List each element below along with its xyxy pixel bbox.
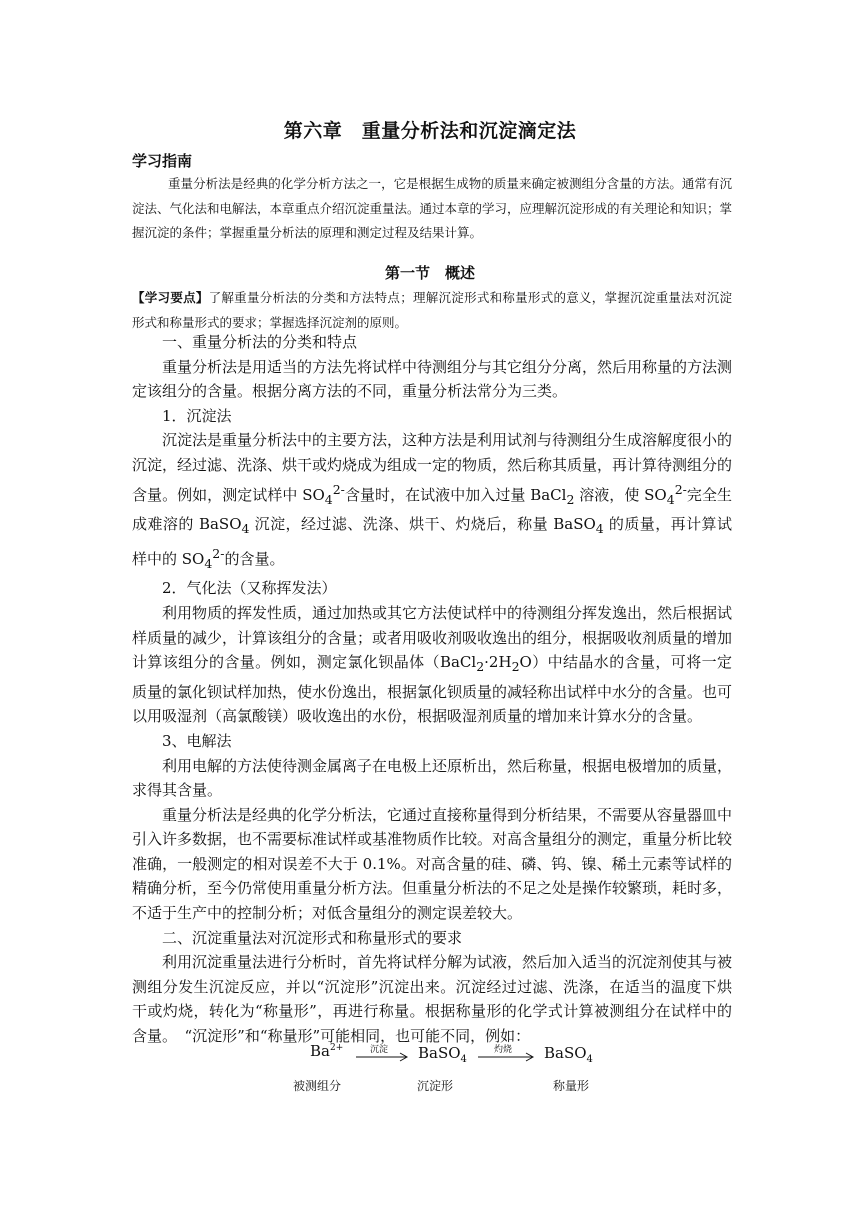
heading-requirements: 二、沉淀重量法对沉淀形式和称量形式的要求 <box>162 928 463 947</box>
paragraph-volatilization: 利用物质的挥发性质，通过加热或其它方法使试样中的待测组分挥发逸出，然后根据试样质量的减少，计算该组分的含量；或者用吸收剂吸收逸出的组分，根据吸收剂质量的增加计算该组分的含量。例如，测定氯化钡晶体$(BaCl_2\cdot 2H_2O)$中结晶水的含量，可将一定质量的氯化钡试样加热，使水份逸出，根据氯化钡质量的减轻称出试样中水分的含量。也可以用吸湿剂（高氯酸镁）吸收逸出的水份，根据吸湿剂质量的增加来计算水分的含量。 <box>132 603 733 726</box>
subheading-volatilization: 2．气化法（又称挥发法） <box>162 579 337 598</box>
key-points-text: 了解重量分析法的分类和方法特点；理解沉淀形式和称量形式的意义，掌握沉淀重量法对沉淀形式和称量形式的要求；掌握选择沉淀剂的原则。 <box>132 290 732 330</box>
label-precipitation-form: 沉淀形 <box>417 1079 454 1093</box>
study-guide-text: 重量分析法是经典的化学分析方法之一，它是根据生成物的质量来确定被测组分含量的方法。通常有沉淀法、气化法和电解法，本章重点介绍沉淀重量法。通过本章的学习，应理解沉淀形成的有关理论和知识；掌握沉淀的条件；掌握重量分析法的原理和测定过程及结果计算。 <box>132 176 733 240</box>
key-points-label: 【学习要点】 <box>132 290 209 305</box>
paragraph-intro: 重量分析法是用适当的方法先将试样中待测组分与其它组分分离，然后用称量的方法测定该组分的含量。根据分离方法的不同，重量分析法常分为三类。 <box>132 357 733 401</box>
paragraph-precipitation: 沉淀法是重量分析法中的主要方法，这种方法是利用试剂与待测组分生成溶解度很小的沉淀，经过滤、洗涤、烘干或灼烧成为组成一定的物质，然后称其质量，再计算待测组分的含量。例如，测定试样中 $SO_4^{2-}$含量时，在试液中加入过量 BaCl$_2$ 溶液，使 $SO_4^{2-}$完全生成难溶的 BaSO$_4$ 沉淀，经过滤、洗涤、烘干、灼烧后，称量 BaSO$_4$ 的质量，再计算试样中的 $SO_4^{2-}$的含量。 <box>132 431 733 571</box>
reaction-arrow-1 <box>356 1052 410 1062</box>
key-points <box>132 286 732 335</box>
study-guide-heading: 学习指南 <box>132 152 193 170</box>
label-analyte: 被测组分 <box>293 1079 342 1093</box>
label-weighing-form: 称量形 <box>553 1079 590 1093</box>
section-title: 第一节 概述 <box>384 264 475 282</box>
formula-weighing-form: BaSO$_4$ <box>544 1044 593 1065</box>
arrow-label-precipitate: 沉淀 <box>370 1045 389 1055</box>
paragraph-requirements: 利用沉淀重量法进行分析时，首先将试样分解为试液，然后加入适当的沉淀剂使其与被测组分发生沉淀反应，并以“沉淀形”沉淀出来。沉淀经过过滤、洗涤，在适当的温度下烘干或灼烧，转化为“称量形”，再进行称量。根据称量形的化学式计算被测组分在试样中的含量。 “沉淀形”和“称量形”可能相同，也可能不同，例如： <box>132 953 733 1046</box>
arrow-label-ignite: 灼烧 <box>494 1045 513 1055</box>
body-text <box>132 330 732 1049</box>
subheading-precipitation: 1．沉淀法 <box>162 406 232 425</box>
reaction-scheme <box>0 1040 860 1100</box>
reaction-arrow-2 <box>478 1052 536 1062</box>
chapter-title: 第六章 重量分析法和沉淀滴定法 <box>283 120 577 142</box>
formula-precipitation-form: BaSO$_4$ <box>418 1044 467 1065</box>
paragraph-characteristics: 重量分析法是经典的化学分析法，它通过直接称量得到分析结果，不需要从容量器皿中引入许多数据，也不需要标准试样或基准物质作比较。对高含量组分的测定，重量分析比较准确，一般测定的相对误差不大于 0.1%。对高含量的硅、磷、钨、镍、稀土元素等试样的精确分析，至今仍常使用重量分析方法。但重量分析法的不足之处是操作较繁琐，耗时多，不适于生产中的控制分析；对低含量组分的测定误差较大。 <box>132 805 733 923</box>
paragraph-electrolysis: 利用电解的方法使待测金属离子在电极上还原析出，然后称量，根据电极增加的质量，求得其含量。 <box>132 756 733 800</box>
formula-ba-ion: $Ba^{2+}$ <box>310 1042 344 1060</box>
subheading-electrolysis: 3、电解法 <box>162 731 232 750</box>
heading-classification: 一、重量分析法的分类和特点 <box>162 333 358 351</box>
